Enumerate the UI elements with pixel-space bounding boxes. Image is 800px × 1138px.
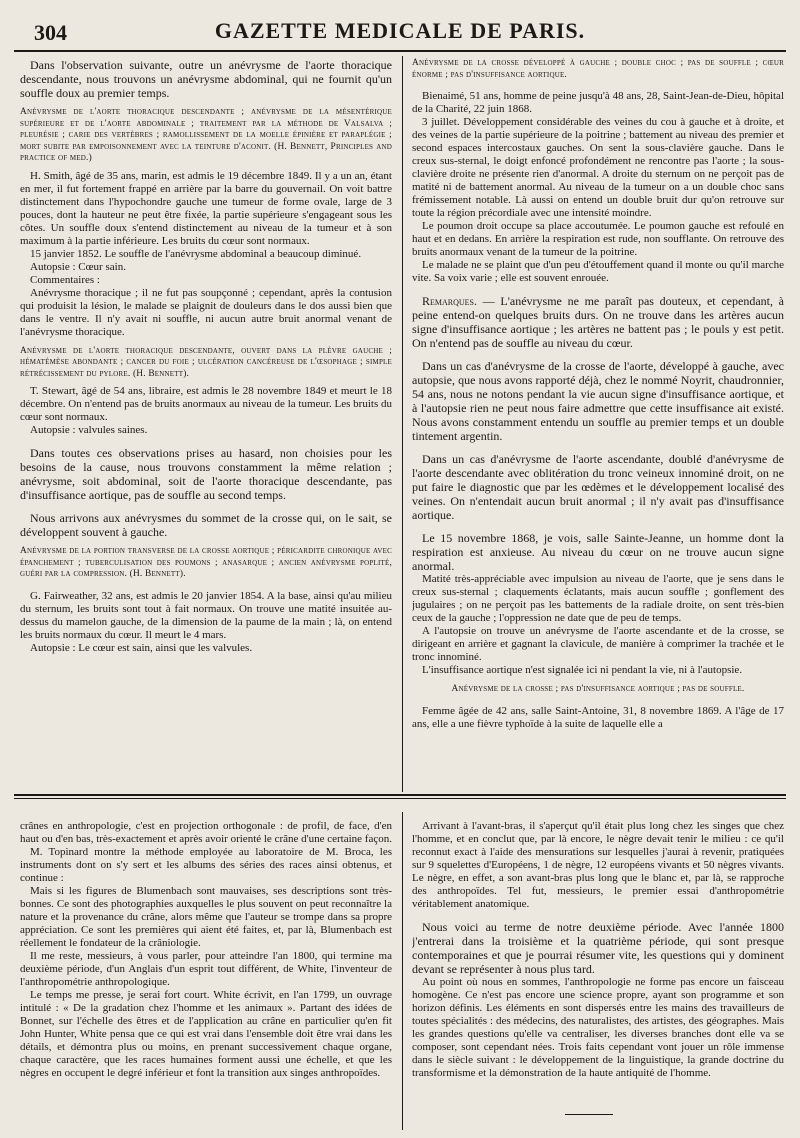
body-paragraph: Anévrysme thoracique ; il ne fut pas soupçonné ; cependant, après la contusion qui produisit la lésion, le malade se plaignit de douleurs dans le dos aussi bien que dans le ventre. Il n'y avait ni souffle, ni aucun autre bruit anormal venant de l'anévrysme thoracique. [20,286,392,338]
page-number: 304 [34,20,67,45]
section-divider-second [14,798,786,799]
body-paragraph: Le 15 novembre 1868, je vois, salle Sainte-Jeanne, un homme dont la respiration est anxieuse. Au niveau du cœur on ne trouve aucun signe anormal. [412,531,784,573]
remarks-text: — L'anévrysme ne me paraît pas douteux, et cependant, à peine entend-on quelques bruits durs. On ne trouve dans les artères aucun signe d'insuffisance aortique ; les artères ne battent pas ; le pouls y est petit. On n'entend pas de souffle au niveau du cœur. [412,294,784,350]
case-heading: Anévrysme de la crosse ; pas d'insuffisance aortique ; pas de souffle. [451,684,745,694]
section-divider [14,794,786,796]
body-paragraph: M. Topinard montre la méthode employée au laboratoire de M. Broca, les instruments dont on s'y sert et les albums des séries des races ainsi obtenus, et continue : [20,846,392,884]
body-paragraph: Nous arrivons aux anévrysmes du sommet de la crosse qui, on le sait, se développent souvent à gauche. [20,511,392,539]
body-paragraph: T. Stewart, âgé de 54 ans, libraire, est admis le 28 novembre 1849 et meurt le 18 décembre. On n'entend pas de bruits anormaux au niveau de la tumeur. Les bruits du cœur sont normaux. [20,385,392,423]
body-paragraph: Le poumon droit occupe sa place accoutumée. Le poumon gauche est refoulé en haut et en dedans. En arrière la respiration est rude, non soufflante. On retrouve des bruits anormaux venant de la tumeur de la poitrine. [412,220,784,258]
body-paragraph: 15 janvier 1852. Le souffle de l'anévrysme abdominal a beaucoup diminué. [30,247,362,260]
body-paragraph: G. Fairweather, 32 ans, est admis le 20 janvier 1854. A la base, ainsi qu'au milieu du sternum, les bruits sont tout à fait normaux. On trouve une matité insuitée au-dessus du mamelon gauche, de la dimension de la paume de la main ; là, on entend les bruits normaux du cœur. Il meurt le 4 mars. [20,589,392,641]
remarks-label: Remarques. [422,294,478,308]
bottom-column-rule [402,812,403,1130]
bottom-left-column [20,820,392,1128]
case-heading: Anévrysme de la crosse développé à gauche ; double choc ; pas de souffle ; cœur énorme ; pas d'insuffisance aortique. [412,58,784,80]
end-of-article-rule [565,1114,613,1115]
top-column-rule [402,56,403,792]
body-paragraph: A l'autopsie on trouve un anévrysme de l'aorte ascendante et de la crosse, se dirigeant en arrière et gagnant la clavicule, de manière à comprimer la trachée et le tronc innominé. [412,625,784,663]
top-left-column [20,58,392,786]
body-paragraph: Dans un cas d'anévrysme de l'aorte ascendante, doublé d'anévrysme de l'aorte descendante avec oblitération du tronc veineux innominé droit, on ne put faire le diagnostic que par les œdèmes et le développement localisé des veines. On n'entendait aucun bruit anormal ; il n'y avait pas d'insuffisance aortique. [412,452,784,522]
body-paragraph: Matité très-appréciable avec impulsion au niveau de l'aorte, que je sens dans le creux sus-sternal ; claquements éclatants, mais aucun souffle ; gonflement des jugulaires ; on ne perçoit pas les battements de la radiale droite, on sent très-bien ceux de la gauche ; l'oppression ne date que de peu de temps. [412,573,784,624]
body-paragraph: Mais si les figures de Blumenbach sont mauvaises, ses descriptions sont très-bonnes. Ce sont des photographies auxquelles le plus souvent on peut reconnaître la nature et la provenance du crâne, alors même que l'auteur se trompe dans sa propre appréciation. Ce sont les premières qui aient été faites, et, par là, Blumenbach est réellement le fondateur de la crâniologie. [20,885,392,949]
case-heading: Anévrysme de l'aorte thoracique descendante ; anévrysme de la mésentérique supérieure et de l'aorte abdominale ; traitement par la méthode de Valsalva ; pleurésie ; carie des vertèbres ; ramollissement de la moelle épinière et paraplégie ; mort subite par empoisonnement avec la teinture d'aconit. (H. Bennett, Principles and practice of med.) [20,107,392,163]
body-paragraph: H. Smith, âgé de 35 ans, marin, est admis le 19 décembre 1849. Il y a un an, étant en mer, il fut fortement frappé en arrière par la barre du gouvernail. On voit battre distinctement dans l'hypochondre gauche une tumeur de forme ovale, large de 3 pouces, dont la hauteur ne peut être fixée, la partie supérieure s'engageant sous les côtes. Un souffle doux s'entend distinctement au niveau de la tumeur et à son maximum à la partie inférieure. Les bruits du cœur sont normaux. [20,169,392,247]
body-paragraph: Dans toutes ces observations prises au hasard, non choisies pour les besoins de la cause, nous trouvons constamment la même relation ; anévrysme, soit abdominal, soit de l'aorte thoracique descendante, pas d'insuffisance aortique, pas de souffle au second temps. [20,446,392,502]
body-paragraph: L'insuffisance aortique n'est signalée ici ni pendant la vie, ni à l'autopsie. [422,664,743,676]
running-title: GAZETTE MEDICALE DE PARIS. [214,18,586,43]
body-paragraph: Arrivant à l'avant-bras, il s'aperçut qu'il était plus long chez les singes que chez l'homme, et en conclut que, par là encore, le nègre devait tenir le milieu : ce qu'il reconnut exact à l'aide des mensurations sur lesquelles j'aurai à revenir, pratiquées sur 9 squelettes d'Européens, 1 de nègre, 12 européens vivants et 50 nègres vivants. Le nègre, en effet, a son avant-bras plus long que le blanc et, par là, se rapproche des anthropoïdes. Tel fut, messieurs, le premier essai d'anthropométrie véritablement anatomique. [412,820,784,910]
remarks-paragraph [412,294,784,350]
page-header [14,10,786,52]
body-paragraph: crânes en anthropologie, c'est en projection orthogonale : de profil, de face, d'en haut ou d'en bas, très-exactement et après avoir orienté le crâne d'une certaine façon. [20,820,392,845]
body-paragraph: 3 juillet. Développement considérable des veines du cou à gauche et à droite, et des veines de la partie supérieure de la poitrine ; battement au niveau des premier et second espaces intercostaux gauches. On sent la sous-clavière gauche. Dans le creux sus-sternal, le doigt enfoncé profondément ne rencontre pas l'aorte ; la sous-clavière droite ne présente rien d'anormal. A droite du sternum on ne perçoit pas de matité ni de battement anormal. Au niveau de la tumeur on a un double choc sans frémissement notable. Là aussi on entend un double bruit dur qu'on retrouve sur toute la région précordiale avec une intensité moindre. [412,116,784,219]
top-right-column [412,58,784,786]
body-paragraph: Autopsie : valvules saines. [30,424,148,436]
case-heading: Anévrysme de l'aorte thoracique descendante, ouvert dans la plèvre gauche ; hématémèse abondante ; cancer du foie ; ulcération cancéreuse de l'œsophage ; simple rétrécissement du pylore. (H. Bennett). [20,345,392,379]
body-paragraph: Dans l'observation suivante, outre un anévrysme de l'aorte thoracique descendante, nous trouvons un anévrysme abdominal, qui ne fournit qu'un souffle doux au premier temps. [20,58,392,100]
body-paragraph: Femme âgée de 42 ans, salle Saint-Antoine, 31, 8 novembre 1869. A l'âge de 17 ans, elle a une fièvre typhoïde à la suite de laquelle elle a [412,704,784,730]
body-paragraph: Bienaimé, 51 ans, homme de peine jusqu'à 48 ans, 28, Saint-Jean-de-Dieu, hôpital de la Charité, 22 juin 1868. [412,90,784,115]
body-paragraph: Nous voici au terme de notre deuxième période. Avec l'année 1800 j'entrerai dans la troisième et la quatrième période, qui sont presque contemporaines et que je pourrai résumer vite, les questions qui y dominent devant se représenter à nous plus tard. [412,920,784,976]
bottom-right-column [412,820,784,1110]
body-paragraph: Le malade ne se plaint que d'un peu d'étouffement quand il monte ou qu'il marche vite. Sa voix varie ; elle est souvent enrouée. [412,259,784,284]
body-paragraph: Autopsie : Cœur sain. [30,260,126,273]
body-paragraph: Commentaires : [30,273,100,286]
body-paragraph: Il me reste, messieurs, à vous parler, pour atteindre l'an 1800, qui termine ma deuxième période, d'un Anglais d'un esprit tout différent, de White, l'inventeur de l'anthropométrie anthropologique. [20,950,392,988]
body-paragraph: Le temps me presse, je serai fort court. White écrivit, en l'an 1799, un ouvrage intitulé : « De la gradation chez l'homme et les animaux ». Partant des idées de Bonnet, sur l'échelle des êtres et de l'application au crâne en particulier qu'en fit John Hunter, White pensa que ce qui est vrai dans l'ensemble doit être vrai dans les détails, et démontra plus ou moins, en prenant successivement chaque organe, chaque caractère, que les races humaines forment aussi une échelle, et que les nègres en occupent le degré inférieur et font la transition aux singes anthropoïdes. [20,989,392,1079]
body-paragraph: Autopsie : Le cœur est sain, ainsi que les valvules. [30,641,253,654]
body-paragraph: Au point où nous en sommes, l'anthropologie ne forme pas encore un faisceau homogène. Ce n'est pas encore une science propre, ayant son programme et son horizon définis. Les éléments en sont dispersés entre les mains des travailleurs de toutes spécialités : des médecins, des naturalistes, des artistes, des géographes. Mais les grandes questions qu'elle va centraliser, les diverses branches dont elle va se composer, sont cependant nées. Trois faits cependant vont jouer un rôle immense dans le siècle suivant : le développement de la linguistique, la grande doctrine du transformisme et la démonstration de la haute antiquité de l'homme. [412,976,784,1079]
case-heading: Anévrysme de la portion transverse de la crosse aortique ; péricardite chronique avec épanchement ; tuberculisation des poumons ; anasarque ; ancien anévrysme poplité, guéri par la compression. (H. Bennett). [20,546,392,579]
body-paragraph: Dans un cas d'anévrysme de la crosse de l'aorte, développé à gauche, avec autopsie, que nous avons rapporté déjà, chez le nommé Noyrit, chaudronnier, 54 ans, nous ne notons pendant la vie aucun signe d'insuffisance aortique, et à l'autopsie rien ne peut nous faire admettre que cette insuffisance ait existé. Nous avons constamment entendu un souffle au premier temps et un double tintement argentin. [412,359,784,443]
